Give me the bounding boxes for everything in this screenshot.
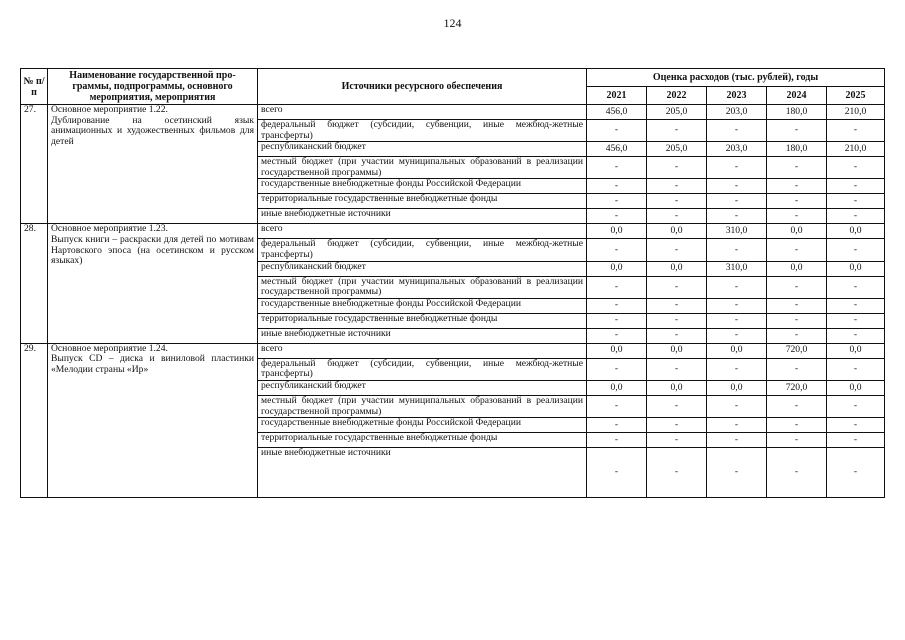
amount-cell: - xyxy=(707,433,767,448)
amount-cell: - xyxy=(647,239,707,261)
amount-cell: 203,0 xyxy=(707,142,767,157)
amount-cell: - xyxy=(827,298,885,313)
amount-cell: 0,0 xyxy=(827,380,885,395)
source-label: территориальные государственные внебюджетные фонды xyxy=(258,194,587,209)
amount-cell: - xyxy=(707,157,767,179)
amount-cell: - xyxy=(707,313,767,328)
amount-cell: - xyxy=(767,418,827,433)
amount-cell: - xyxy=(767,276,827,298)
amount-cell: - xyxy=(767,448,827,498)
amount-cell: 210,0 xyxy=(827,105,885,120)
amount-cell: - xyxy=(647,298,707,313)
amount-cell: 720,0 xyxy=(767,380,827,395)
amount-cell: - xyxy=(587,448,647,498)
amount-cell: - xyxy=(647,358,707,380)
amount-cell: - xyxy=(647,395,707,417)
source-label: республиканский бюджет xyxy=(258,142,587,157)
amount-cell: - xyxy=(827,433,885,448)
amount-cell: - xyxy=(707,328,767,343)
source-label: всего xyxy=(258,105,587,120)
amount-cell: - xyxy=(767,194,827,209)
item-name-cell xyxy=(48,105,258,224)
amount-cell: 0,0 xyxy=(647,261,707,276)
amount-cell: - xyxy=(827,313,885,328)
source-label: республиканский бюджет xyxy=(258,261,587,276)
amount-cell: - xyxy=(827,328,885,343)
amount-cell: - xyxy=(827,179,885,194)
amount-cell: - xyxy=(647,157,707,179)
amount-cell: - xyxy=(767,328,827,343)
amount-cell: - xyxy=(647,328,707,343)
amount-cell: 720,0 xyxy=(767,343,827,358)
item-name-cell xyxy=(48,224,258,343)
source-label: местный бюджет (при участии муниципальных образований в реализации государственной программы) xyxy=(258,276,587,298)
amount-cell: - xyxy=(587,239,647,261)
item-description: Выпуск CD – диска и виниловой пластинки «Мелодии страны «Ир» xyxy=(51,353,254,375)
header-estimate: Оценка расходов (тыс. рублей), годы xyxy=(587,69,885,87)
table-row xyxy=(21,105,885,120)
item-title: Основное мероприятие 1.22. xyxy=(51,104,168,115)
amount-cell: 180,0 xyxy=(767,142,827,157)
header-year: 2024 xyxy=(767,87,827,105)
source-label: всего xyxy=(258,224,587,239)
item-title: Основное мероприятие 1.24. xyxy=(51,342,168,354)
item-description: Дублирование на осетинский язык анимационных и художественных фильмов для детей xyxy=(51,114,254,147)
amount-cell: 456,0 xyxy=(587,105,647,120)
amount-cell: - xyxy=(647,209,707,224)
source-label: федеральный бюджет (субсидии, субвенции, иные межбюд-жетные трансферты) xyxy=(258,120,587,142)
source-label: местный бюджет (при участии муниципальных образований в реализации государственной программы) xyxy=(258,395,587,417)
amount-cell: - xyxy=(647,276,707,298)
amount-cell: 0,0 xyxy=(647,380,707,395)
source-label: иные внебюджетные источники xyxy=(258,328,587,343)
amount-cell: 0,0 xyxy=(827,224,885,239)
amount-cell: - xyxy=(767,313,827,328)
amount-cell: - xyxy=(587,209,647,224)
amount-cell: - xyxy=(707,395,767,417)
amount-cell: - xyxy=(827,276,885,298)
amount-cell: - xyxy=(827,358,885,380)
source-label: иные внебюджетные источники xyxy=(258,448,587,498)
amount-cell: - xyxy=(827,194,885,209)
amount-cell: - xyxy=(767,433,827,448)
amount-cell: 210,0 xyxy=(827,142,885,157)
amount-cell: - xyxy=(707,448,767,498)
source-label: государственные внебюджетные фонды Российской Федерации xyxy=(258,179,587,194)
amount-cell: - xyxy=(587,358,647,380)
amount-cell: 0,0 xyxy=(587,224,647,239)
amount-cell: - xyxy=(707,418,767,433)
amount-cell: - xyxy=(767,239,827,261)
amount-cell: - xyxy=(767,209,827,224)
amount-cell: - xyxy=(707,179,767,194)
amount-cell: - xyxy=(707,194,767,209)
amount-cell: - xyxy=(587,157,647,179)
amount-cell: - xyxy=(587,179,647,194)
amount-cell: - xyxy=(707,298,767,313)
amount-cell: 0,0 xyxy=(707,343,767,358)
amount-cell: 0,0 xyxy=(767,261,827,276)
source-label: федеральный бюджет (субсидии, субвенции, иные межбюд-жетные трансферты) xyxy=(258,239,587,261)
amount-cell: - xyxy=(647,418,707,433)
amount-cell: - xyxy=(827,120,885,142)
source-label: местный бюджет (при участии муниципальных образований в реализации государственной программы) xyxy=(258,157,587,179)
amount-cell: - xyxy=(827,209,885,224)
header-year: 2021 xyxy=(587,87,647,105)
amount-cell: 310,0 xyxy=(707,224,767,239)
amount-cell: - xyxy=(587,298,647,313)
amount-cell: 0,0 xyxy=(587,261,647,276)
amount-cell: 456,0 xyxy=(587,142,647,157)
amount-cell: - xyxy=(827,239,885,261)
amount-cell: - xyxy=(587,418,647,433)
header-year: 2022 xyxy=(647,87,707,105)
amount-cell: 205,0 xyxy=(647,105,707,120)
amount-cell: - xyxy=(647,433,707,448)
amount-cell: - xyxy=(587,120,647,142)
amount-cell: - xyxy=(587,313,647,328)
amount-cell: - xyxy=(827,448,885,498)
amount-cell: - xyxy=(707,358,767,380)
amount-cell: - xyxy=(587,328,647,343)
amount-cell: - xyxy=(767,179,827,194)
amount-cell: 180,0 xyxy=(767,105,827,120)
amount-cell: 310,0 xyxy=(707,261,767,276)
amount-cell: - xyxy=(767,120,827,142)
amount-cell: - xyxy=(707,120,767,142)
source-label: территориальные государственные внебюджетные фонды xyxy=(258,313,587,328)
amount-cell: - xyxy=(587,276,647,298)
item-number: 29. xyxy=(21,343,48,497)
amount-cell: - xyxy=(647,448,707,498)
amount-cell: - xyxy=(767,298,827,313)
amount-cell: - xyxy=(707,239,767,261)
amount-cell: - xyxy=(647,194,707,209)
amount-cell: 0,0 xyxy=(647,224,707,239)
item-description: Выпуск книги – раскраски для детей по мотивам Нартовского эпоса (на осетинском и русском языках) xyxy=(51,233,254,267)
amount-cell: - xyxy=(647,120,707,142)
amount-cell: - xyxy=(767,157,827,179)
source-label: территориальные государственные внебюджетные фонды xyxy=(258,433,587,448)
amount-cell: 0,0 xyxy=(827,261,885,276)
amount-cell: - xyxy=(827,418,885,433)
amount-cell: - xyxy=(647,179,707,194)
item-number: 28. xyxy=(21,224,48,343)
amount-cell: 205,0 xyxy=(647,142,707,157)
item-name-cell xyxy=(48,343,258,497)
source-label: республиканский бюджет xyxy=(258,380,587,395)
amount-cell: 203,0 xyxy=(707,105,767,120)
amount-cell: 0,0 xyxy=(827,343,885,358)
amount-cell: - xyxy=(707,276,767,298)
page-number: 124 xyxy=(443,16,462,30)
amount-cell: 0,0 xyxy=(587,380,647,395)
amount-cell: - xyxy=(827,157,885,179)
source-label: иные внебюджетные источники xyxy=(258,209,587,224)
amount-cell: 0,0 xyxy=(587,343,647,358)
amount-cell: 0,0 xyxy=(707,380,767,395)
source-label: государственные внебюджетные фонды Российской Федерации xyxy=(258,418,587,433)
amount-cell: - xyxy=(647,313,707,328)
header-year: 2025 xyxy=(827,87,885,105)
item-title: Основное мероприятие 1.23. xyxy=(51,223,168,235)
header-sources: Источники ресурсного обеспечения xyxy=(258,69,587,105)
header-name: Наименование государственной про-граммы, подпрограммы, основного мероприятия, мероприятия xyxy=(48,69,258,105)
table-row xyxy=(21,224,885,239)
amount-cell: - xyxy=(767,358,827,380)
amount-cell: - xyxy=(587,433,647,448)
source-label: государственные внебюджетные фонды Российской Федерации xyxy=(258,298,587,313)
amount-cell: 0,0 xyxy=(767,224,827,239)
budget-table xyxy=(20,68,885,498)
header-num: № п/п xyxy=(21,69,48,105)
item-number: 27. xyxy=(21,105,48,224)
source-label: всего xyxy=(258,343,587,358)
amount-cell: - xyxy=(707,209,767,224)
table-row xyxy=(21,343,885,358)
amount-cell: - xyxy=(587,194,647,209)
amount-cell: 0,0 xyxy=(647,343,707,358)
header-year: 2023 xyxy=(707,87,767,105)
amount-cell: - xyxy=(827,395,885,417)
amount-cell: - xyxy=(587,395,647,417)
source-label: федеральный бюджет (субсидии, субвенции, иные межбюд-жетные трансферты) xyxy=(258,358,587,380)
amount-cell: - xyxy=(767,395,827,417)
